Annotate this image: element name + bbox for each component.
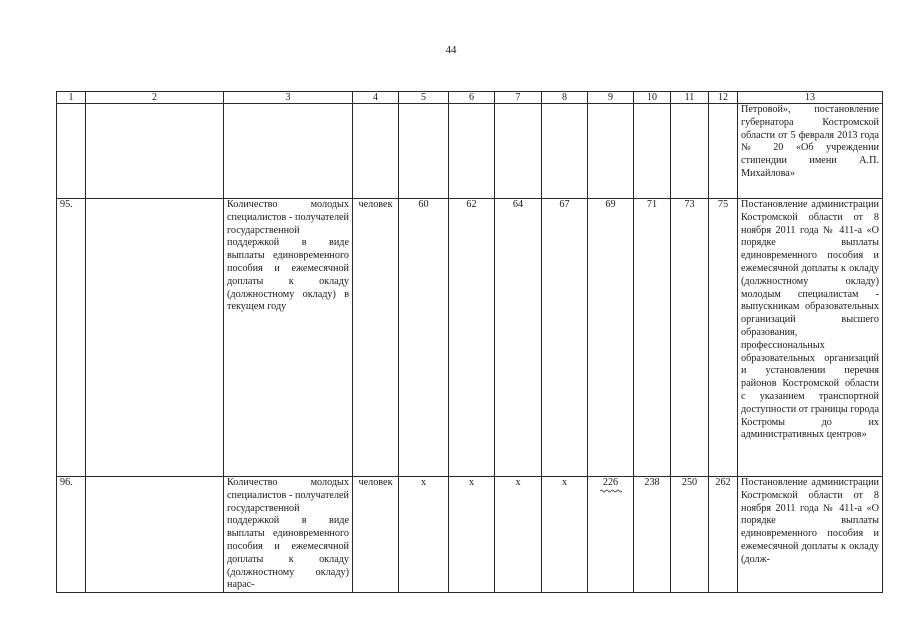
table-cell [542,104,588,199]
header-cell: 12 [709,92,738,104]
table-cell [495,104,542,199]
value-cell: 250 [671,477,709,593]
value-cell: 67 [542,199,588,477]
value-cell: х [542,477,588,593]
indicator-name: Количество молодых специалистов - получателей государственной поддержкой в виде выплаты единовременного пособия и ежемесячной доплаты к окладу (должностному окладу) в текущем году [224,199,353,477]
value-cell: х [495,477,542,593]
header-cell: 1 [57,92,86,104]
page-number: 44 [445,44,457,56]
value-cell: 64 [495,199,542,477]
header-cell: 2 [86,92,224,104]
value-cell: 73 [671,199,709,477]
header-cell: 6 [449,92,495,104]
header-cell: 11 [671,92,709,104]
value-cell: х [399,477,449,593]
value-cell: 71 [634,199,671,477]
value-cell: х [449,477,495,593]
table-cell [399,104,449,199]
table-cell [449,104,495,199]
unit-cell: человек [353,199,399,477]
table-cell [634,104,671,199]
table-row [57,477,883,593]
header-cell: 7 [495,92,542,104]
unit-cell: человек [353,477,399,593]
indicator-name: Количество молодых специалистов - получателей государственной поддержкой в виде выплаты единовременного пособия и ежемесячной доплаты к окладу (должностному окладу) нарас- [224,477,353,593]
value-cell: 238 [634,477,671,593]
header-cell: 13 [738,92,883,104]
value-cell: 60 [399,199,449,477]
underlined-value: 226 [602,477,619,488]
value-cell: 262 [709,477,738,593]
legal-basis-cell: Постановление администрации Костромской области от 8 ноября 2011 года № 411-а «О порядке выплаты единовременного пособия и ежемесячной доплаты к окладу (долж- [738,477,883,593]
value-cell: 75 [709,199,738,477]
indicators-table [56,91,883,593]
value-cell [588,477,634,593]
table-cell [588,104,634,199]
header-cell: 8 [542,92,588,104]
header-cell: 3 [224,92,353,104]
table-cell [709,104,738,199]
table-cell [86,199,224,477]
header-row [57,92,883,104]
header-cell: 4 [353,92,399,104]
table-row [57,199,883,477]
value-cell: 69 [588,199,634,477]
table-cell [353,104,399,199]
table-cell [57,104,86,199]
legal-basis-cell: Постановление администрации Костромской области от 8 ноября 2011 года № 411-а «О порядке выплаты единовременного пособия и ежемесячной доплаты к окладу (должностному окладу) молодым специалистам - выпускникам образовательных организаций высшего образования, профессиональных образовательных организаций и установлении перечня районов Костромской области с указанием транспортной доступности от границы города Костромы до их административных центров» [738,199,883,477]
value-cell: 62 [449,199,495,477]
header-cell: 5 [399,92,449,104]
row-number: 96. [57,477,86,593]
header-cell: 10 [634,92,671,104]
legal-basis-cell: Петровой», постановление губернатора Костромской области от 5 февраля 2013 года № 20 «Об учреждении стипендии имени А.П. Михайлова» [738,104,883,199]
table-cell [671,104,709,199]
row-number: 95. [57,199,86,477]
table-cell [86,477,224,593]
table-row [57,104,883,199]
header-cell: 9 [588,92,634,104]
table-cell [224,104,353,199]
table-cell [86,104,224,199]
